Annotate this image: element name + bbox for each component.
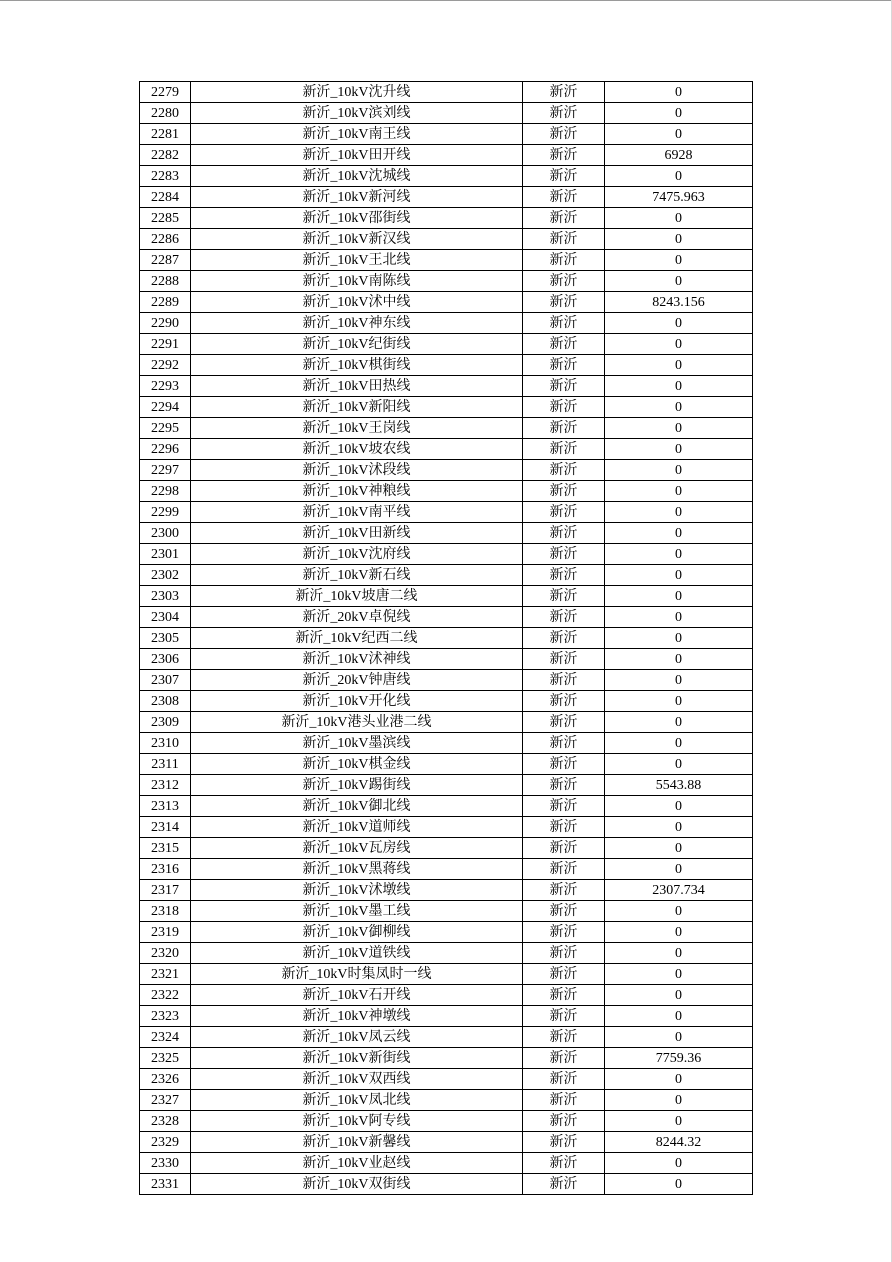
row-number-cell: 2283	[140, 166, 191, 187]
line-name-cell: 新沂_10kV道师线	[191, 817, 523, 838]
value-cell: 0	[605, 691, 753, 712]
region-cell: 新沂	[523, 1153, 605, 1174]
row-number-cell: 2279	[140, 82, 191, 103]
region-cell: 新沂	[523, 481, 605, 502]
line-name-cell: 新沂_10kV坡农线	[191, 439, 523, 460]
line-name-cell: 新沂_10kV王北线	[191, 250, 523, 271]
value-cell: 0	[605, 82, 753, 103]
table-row	[140, 418, 753, 439]
table-row	[140, 187, 753, 208]
table-row	[140, 586, 753, 607]
value-cell: 0	[605, 481, 753, 502]
table-row	[140, 82, 753, 103]
value-cell: 0	[605, 1174, 753, 1195]
value-cell: 0	[605, 1090, 753, 1111]
line-name-cell: 新沂_10kV沈升线	[191, 82, 523, 103]
table-row	[140, 628, 753, 649]
value-cell: 0	[605, 1069, 753, 1090]
row-number-cell: 2300	[140, 523, 191, 544]
region-cell: 新沂	[523, 376, 605, 397]
row-number-cell: 2298	[140, 481, 191, 502]
table-row	[140, 649, 753, 670]
value-cell: 0	[605, 733, 753, 754]
value-cell: 0	[605, 1006, 753, 1027]
region-cell: 新沂	[523, 187, 605, 208]
value-cell: 0	[605, 649, 753, 670]
row-number-cell: 2293	[140, 376, 191, 397]
row-number-cell: 2316	[140, 859, 191, 880]
table-row	[140, 208, 753, 229]
line-name-cell: 新沂_10kV沭墩线	[191, 880, 523, 901]
region-cell: 新沂	[523, 397, 605, 418]
region-cell: 新沂	[523, 1090, 605, 1111]
region-cell: 新沂	[523, 1048, 605, 1069]
table-row	[140, 334, 753, 355]
value-cell: 0	[605, 502, 753, 523]
row-number-cell: 2317	[140, 880, 191, 901]
table-row	[140, 985, 753, 1006]
table-row	[140, 691, 753, 712]
line-name-cell: 新沂_10kV新河线	[191, 187, 523, 208]
value-cell: 0	[605, 271, 753, 292]
value-cell: 0	[605, 208, 753, 229]
row-number-cell: 2330	[140, 1153, 191, 1174]
region-cell: 新沂	[523, 523, 605, 544]
row-number-cell: 2306	[140, 649, 191, 670]
value-cell: 0	[605, 985, 753, 1006]
region-cell: 新沂	[523, 418, 605, 439]
table-row	[140, 250, 753, 271]
line-name-cell: 新沂_10kV墨工线	[191, 901, 523, 922]
region-cell: 新沂	[523, 124, 605, 145]
line-name-cell: 新沂_10kV新阳线	[191, 397, 523, 418]
row-number-cell: 2304	[140, 607, 191, 628]
line-name-cell: 新沂_10kV凤北线	[191, 1090, 523, 1111]
table-row	[140, 544, 753, 565]
row-number-cell: 2287	[140, 250, 191, 271]
table-row	[140, 1132, 753, 1153]
row-number-cell: 2313	[140, 796, 191, 817]
value-cell: 0	[605, 838, 753, 859]
value-cell: 0	[605, 124, 753, 145]
row-number-cell: 2309	[140, 712, 191, 733]
table-row	[140, 145, 753, 166]
line-name-cell: 新沂_10kV新馨线	[191, 1132, 523, 1153]
line-name-cell: 新沂_10kV双街线	[191, 1174, 523, 1195]
line-name-cell: 新沂_10kV新街线	[191, 1048, 523, 1069]
row-number-cell: 2296	[140, 439, 191, 460]
value-cell: 0	[605, 586, 753, 607]
line-name-cell: 新沂_10kV开化线	[191, 691, 523, 712]
line-name-cell: 新沂_10kV田开线	[191, 145, 523, 166]
line-name-cell: 新沂_10kV滨刘线	[191, 103, 523, 124]
region-cell: 新沂	[523, 1069, 605, 1090]
row-number-cell: 2299	[140, 502, 191, 523]
table-row	[140, 1027, 753, 1048]
table-row	[140, 1069, 753, 1090]
value-cell: 8244.32	[605, 1132, 753, 1153]
table-row	[140, 733, 753, 754]
row-number-cell: 2281	[140, 124, 191, 145]
line-name-cell: 新沂_10kV王岗线	[191, 418, 523, 439]
line-name-cell: 新沂_10kV坡唐二线	[191, 586, 523, 607]
region-cell: 新沂	[523, 796, 605, 817]
row-number-cell: 2323	[140, 1006, 191, 1027]
table-row	[140, 754, 753, 775]
row-number-cell: 2327	[140, 1090, 191, 1111]
region-cell: 新沂	[523, 1174, 605, 1195]
table-row	[140, 901, 753, 922]
region-cell: 新沂	[523, 586, 605, 607]
row-number-cell: 2305	[140, 628, 191, 649]
line-name-cell: 新沂_10kV神东线	[191, 313, 523, 334]
row-number-cell: 2282	[140, 145, 191, 166]
line-name-cell: 新沂_10kV田新线	[191, 523, 523, 544]
table-row	[140, 922, 753, 943]
line-name-cell: 新沂_10kV黑蒋线	[191, 859, 523, 880]
region-cell: 新沂	[523, 880, 605, 901]
value-cell: 0	[605, 103, 753, 124]
value-cell: 0	[605, 544, 753, 565]
row-number-cell: 2288	[140, 271, 191, 292]
region-cell: 新沂	[523, 817, 605, 838]
line-name-cell: 新沂_10kV双西线	[191, 1069, 523, 1090]
row-number-cell: 2284	[140, 187, 191, 208]
region-cell: 新沂	[523, 628, 605, 649]
row-number-cell: 2295	[140, 418, 191, 439]
value-cell: 0	[605, 754, 753, 775]
line-name-cell: 新沂_10kV沭中线	[191, 292, 523, 313]
table-row	[140, 1174, 753, 1195]
line-name-cell: 新沂_10kV南陈线	[191, 271, 523, 292]
line-name-cell: 新沂_10kV新石线	[191, 565, 523, 586]
region-cell: 新沂	[523, 691, 605, 712]
region-cell: 新沂	[523, 607, 605, 628]
line-name-cell: 新沂_10kV南平线	[191, 502, 523, 523]
region-cell: 新沂	[523, 1027, 605, 1048]
row-number-cell: 2290	[140, 313, 191, 334]
region-cell: 新沂	[523, 334, 605, 355]
row-number-cell: 2314	[140, 817, 191, 838]
row-number-cell: 2302	[140, 565, 191, 586]
table-row	[140, 439, 753, 460]
value-cell: 0	[605, 565, 753, 586]
region-cell: 新沂	[523, 271, 605, 292]
table-row	[140, 523, 753, 544]
value-cell: 0	[605, 355, 753, 376]
table-row	[140, 1090, 753, 1111]
line-name-cell: 新沂_20kV钟唐线	[191, 670, 523, 691]
row-number-cell: 2315	[140, 838, 191, 859]
region-cell: 新沂	[523, 82, 605, 103]
table-row	[140, 817, 753, 838]
region-cell: 新沂	[523, 208, 605, 229]
value-cell: 0	[605, 229, 753, 250]
table-row	[140, 1153, 753, 1174]
line-name-cell: 新沂_10kV业赵线	[191, 1153, 523, 1174]
value-cell: 0	[605, 1027, 753, 1048]
region-cell: 新沂	[523, 544, 605, 565]
value-cell: 0	[605, 460, 753, 481]
region-cell: 新沂	[523, 901, 605, 922]
table-row	[140, 397, 753, 418]
value-cell: 0	[605, 166, 753, 187]
line-name-cell: 新沂_10kV阿专线	[191, 1111, 523, 1132]
table-row	[140, 355, 753, 376]
line-name-cell: 新沂_10kV神粮线	[191, 481, 523, 502]
region-cell: 新沂	[523, 733, 605, 754]
value-cell: 6928	[605, 145, 753, 166]
row-number-cell: 2320	[140, 943, 191, 964]
line-name-cell: 新沂_10kV新汉线	[191, 229, 523, 250]
table-row	[140, 775, 753, 796]
line-name-cell: 新沂_10kV南王线	[191, 124, 523, 145]
region-cell: 新沂	[523, 838, 605, 859]
line-name-cell: 新沂_10kV沈府线	[191, 544, 523, 565]
region-cell: 新沂	[523, 859, 605, 880]
line-name-cell: 新沂_10kV瓦房线	[191, 838, 523, 859]
value-cell: 8243.156	[605, 292, 753, 313]
region-cell: 新沂	[523, 943, 605, 964]
line-name-cell: 新沂_10kV墨滨线	[191, 733, 523, 754]
table-row	[140, 670, 753, 691]
region-cell: 新沂	[523, 922, 605, 943]
row-number-cell: 2326	[140, 1069, 191, 1090]
row-number-cell: 2311	[140, 754, 191, 775]
line-name-cell: 新沂_10kV棋金线	[191, 754, 523, 775]
region-cell: 新沂	[523, 355, 605, 376]
row-number-cell: 2289	[140, 292, 191, 313]
region-cell: 新沂	[523, 250, 605, 271]
row-number-cell: 2292	[140, 355, 191, 376]
row-number-cell: 2325	[140, 1048, 191, 1069]
line-name-cell: 新沂_10kV御柳线	[191, 922, 523, 943]
row-number-cell: 2324	[140, 1027, 191, 1048]
line-name-cell: 新沂_10kV沈城线	[191, 166, 523, 187]
region-cell: 新沂	[523, 670, 605, 691]
table-row	[140, 838, 753, 859]
value-cell: 0	[605, 607, 753, 628]
value-cell: 0	[605, 250, 753, 271]
table-row	[140, 502, 753, 523]
table-row	[140, 376, 753, 397]
region-cell: 新沂	[523, 712, 605, 733]
line-name-cell: 新沂_10kV御北线	[191, 796, 523, 817]
line-name-cell: 新沂_10kV港头业港二线	[191, 712, 523, 733]
value-cell: 0	[605, 439, 753, 460]
row-number-cell: 2294	[140, 397, 191, 418]
value-cell: 0	[605, 628, 753, 649]
value-cell: 0	[605, 1111, 753, 1132]
value-cell: 0	[605, 964, 753, 985]
value-cell: 5543.88	[605, 775, 753, 796]
line-name-cell: 新沂_10kV踢街线	[191, 775, 523, 796]
table-body	[140, 82, 753, 1195]
value-cell: 0	[605, 523, 753, 544]
line-name-cell: 新沂_10kV沭神线	[191, 649, 523, 670]
line-name-cell: 新沂_10kV纪西二线	[191, 628, 523, 649]
region-cell: 新沂	[523, 775, 605, 796]
row-number-cell: 2308	[140, 691, 191, 712]
row-number-cell: 2310	[140, 733, 191, 754]
table-row	[140, 1006, 753, 1027]
feeder-line-table	[139, 81, 753, 1195]
table-row	[140, 481, 753, 502]
table-row	[140, 964, 753, 985]
table-row	[140, 313, 753, 334]
table-row	[140, 796, 753, 817]
row-number-cell: 2331	[140, 1174, 191, 1195]
value-cell: 0	[605, 859, 753, 880]
line-name-cell: 新沂_10kV纪街线	[191, 334, 523, 355]
table-row	[140, 880, 753, 901]
line-name-cell: 新沂_10kV道铁线	[191, 943, 523, 964]
table-row	[140, 166, 753, 187]
row-number-cell: 2286	[140, 229, 191, 250]
table-row	[140, 271, 753, 292]
region-cell: 新沂	[523, 985, 605, 1006]
page-top-border	[0, 0, 892, 1]
value-cell: 0	[605, 313, 753, 334]
line-name-cell: 新沂_10kV时集凤时一线	[191, 964, 523, 985]
line-name-cell: 新沂_10kV邵街线	[191, 208, 523, 229]
row-number-cell: 2285	[140, 208, 191, 229]
region-cell: 新沂	[523, 565, 605, 586]
value-cell: 0	[605, 712, 753, 733]
table-row	[140, 1111, 753, 1132]
value-cell: 0	[605, 943, 753, 964]
region-cell: 新沂	[523, 754, 605, 775]
region-cell: 新沂	[523, 103, 605, 124]
table-row	[140, 292, 753, 313]
row-number-cell: 2321	[140, 964, 191, 985]
region-cell: 新沂	[523, 439, 605, 460]
value-cell: 0	[605, 901, 753, 922]
value-cell: 0	[605, 922, 753, 943]
region-cell: 新沂	[523, 460, 605, 481]
row-number-cell: 2318	[140, 901, 191, 922]
line-name-cell: 新沂_10kV石开线	[191, 985, 523, 1006]
value-cell: 0	[605, 397, 753, 418]
region-cell: 新沂	[523, 229, 605, 250]
table-row	[140, 103, 753, 124]
table-row	[140, 1048, 753, 1069]
region-cell: 新沂	[523, 649, 605, 670]
value-cell: 0	[605, 334, 753, 355]
line-name-cell: 新沂_10kV神墩线	[191, 1006, 523, 1027]
line-name-cell: 新沂_10kV沭段线	[191, 460, 523, 481]
value-cell: 7475.963	[605, 187, 753, 208]
table-row	[140, 565, 753, 586]
row-number-cell: 2301	[140, 544, 191, 565]
line-name-cell: 新沂_10kV田热线	[191, 376, 523, 397]
region-cell: 新沂	[523, 145, 605, 166]
region-cell: 新沂	[523, 292, 605, 313]
table-row	[140, 859, 753, 880]
line-name-cell: 新沂_20kV卓倪线	[191, 607, 523, 628]
line-name-cell: 新沂_10kV凤云线	[191, 1027, 523, 1048]
table-row	[140, 124, 753, 145]
row-number-cell: 2322	[140, 985, 191, 1006]
row-number-cell: 2312	[140, 775, 191, 796]
region-cell: 新沂	[523, 502, 605, 523]
region-cell: 新沂	[523, 1006, 605, 1027]
table-row	[140, 607, 753, 628]
table-row	[140, 229, 753, 250]
value-cell: 0	[605, 376, 753, 397]
value-cell: 0	[605, 1153, 753, 1174]
value-cell: 0	[605, 418, 753, 439]
row-number-cell: 2297	[140, 460, 191, 481]
row-number-cell: 2291	[140, 334, 191, 355]
row-number-cell: 2329	[140, 1132, 191, 1153]
table-row	[140, 712, 753, 733]
value-cell: 0	[605, 796, 753, 817]
value-cell: 7759.36	[605, 1048, 753, 1069]
row-number-cell: 2303	[140, 586, 191, 607]
value-cell: 0	[605, 817, 753, 838]
value-cell: 2307.734	[605, 880, 753, 901]
table-row	[140, 460, 753, 481]
region-cell: 新沂	[523, 1111, 605, 1132]
region-cell: 新沂	[523, 166, 605, 187]
table-row	[140, 943, 753, 964]
value-cell: 0	[605, 670, 753, 691]
row-number-cell: 2328	[140, 1111, 191, 1132]
region-cell: 新沂	[523, 1132, 605, 1153]
row-number-cell: 2280	[140, 103, 191, 124]
row-number-cell: 2307	[140, 670, 191, 691]
row-number-cell: 2319	[140, 922, 191, 943]
line-name-cell: 新沂_10kV棋街线	[191, 355, 523, 376]
region-cell: 新沂	[523, 964, 605, 985]
region-cell: 新沂	[523, 313, 605, 334]
